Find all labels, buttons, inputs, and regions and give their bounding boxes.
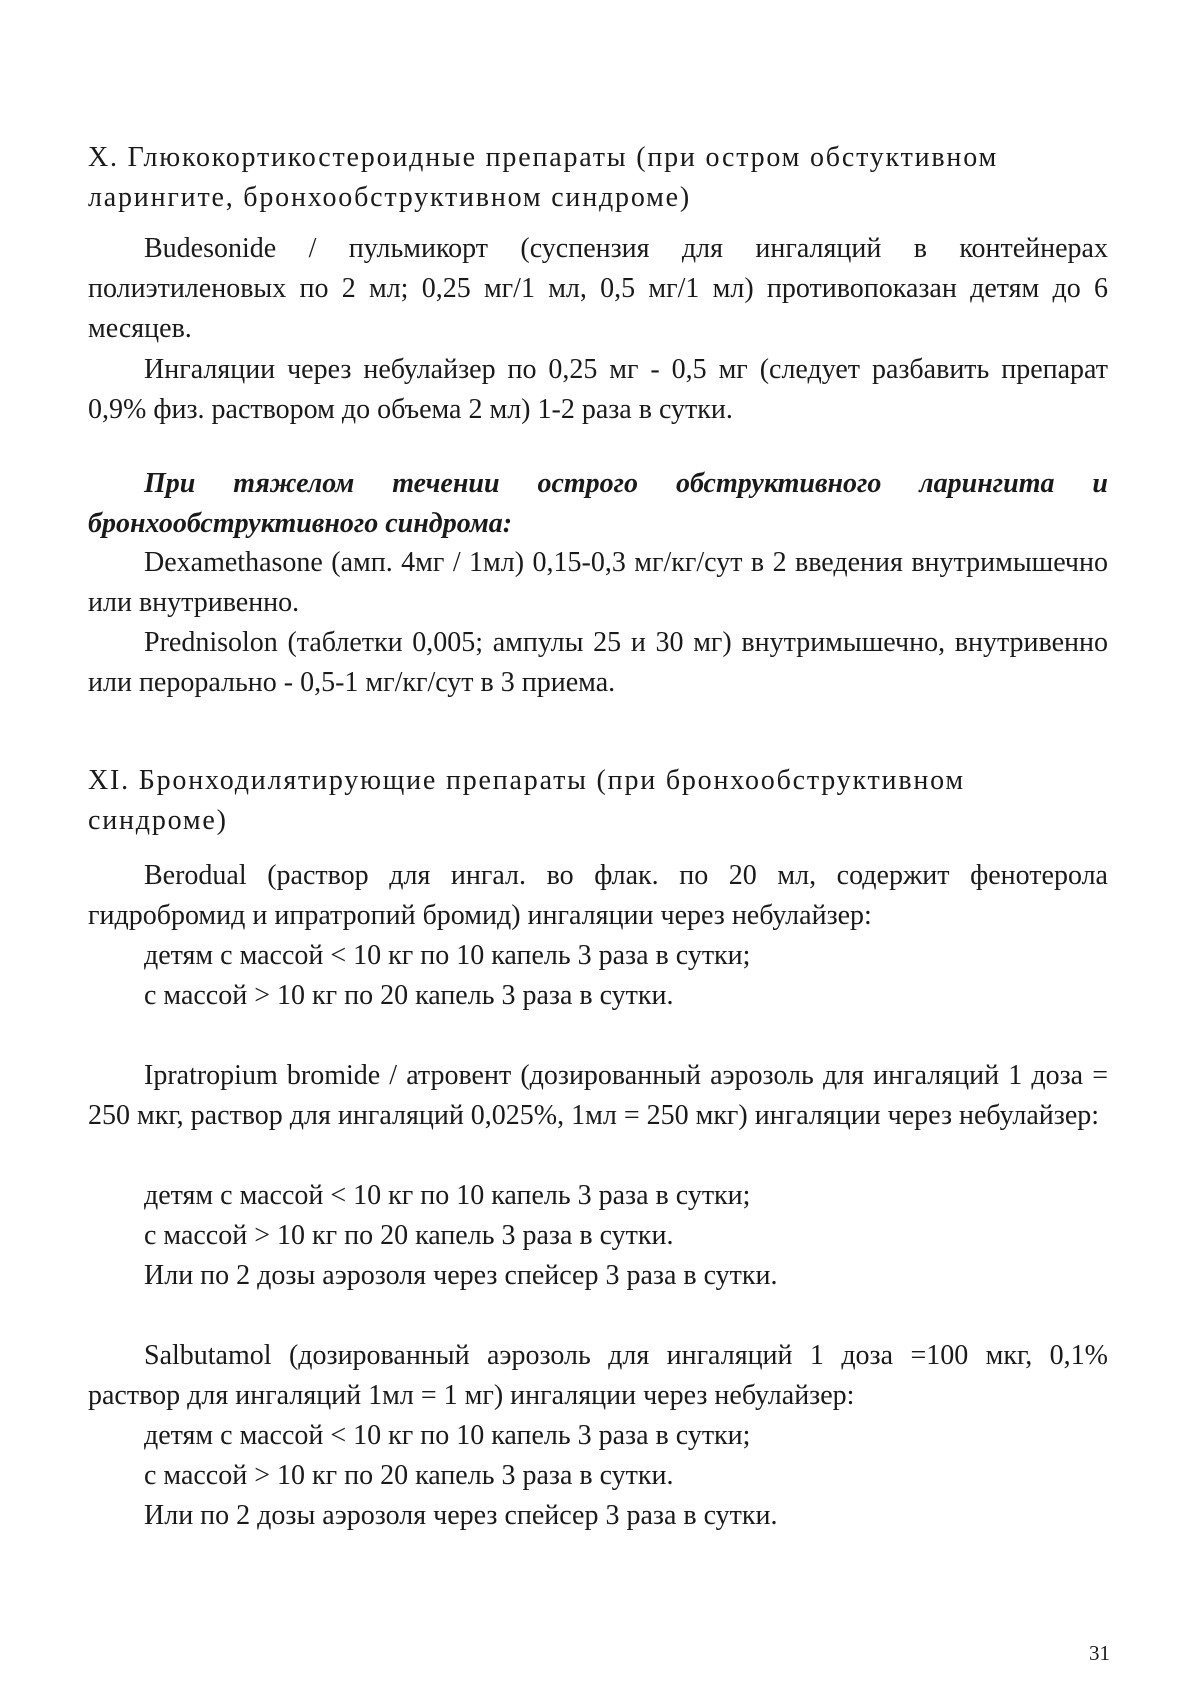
salbutamol-dose-line-2: с массой > 10 кг по 20 капель 3 раза в сутки. — [144, 1460, 674, 1491]
berodual-paragraph: Berodual (раствор для ингал. во флак. по 20 мл, содержит фенотерола гидробромид и ипратропий бромид) ингаляции через небулайзер: — [88, 860, 1108, 931]
prednisolon-paragraph: Prednisolon (таблетки 0,005; ампулы 25 и 30 мг) внутримышечно, внутривенно или перорально - 0,5-1 мг/кг/сут в 3 приема. — [88, 627, 1108, 698]
budesonide-paragraph: Budesonide / пульмикорт (суспензия для ингаляций в контейнерах полиэтиленовых по 2 мл; 0,25 мг/1 мл, 0,5 мг/1 мл) противопоказан детям до 6 месяцев. — [88, 233, 1108, 344]
inhalation-paragraph: Ингаляции через небулайзер по 0,25 мг - 0,5 мг (следует разбавить препарат 0,9% физ. раствором до объема 2 мл) 1-2 раза в сутки. — [88, 354, 1108, 425]
ipratropium-paragraph: Ipratropium bromide / атровент (дозированный аэрозоль для ингаляций 1 доза = 250 мкг, раствор для ингаляций 0,025%, 1мл = 250 мкг) ингаляции через небулайзер: — [88, 1060, 1108, 1131]
salbutamol-dose-line-3: Или по 2 дозы аэрозоля через спейсер 3 раза в сутки. — [144, 1500, 778, 1531]
severe-course-heading: При тяжелом течении острого обструктивного ларингита и бронхообструктивного синдрома: — [88, 468, 1108, 539]
dexamethasone-paragraph: Dexamethasone (амп. 4мг / 1мл) 0,15-0,3 мг/кг/сут в 2 введения внутримышечно или внутривенно. — [88, 547, 1108, 618]
section-x-heading: X. Глюкокортикостероидные препараты (при остром обстуктивном ларингите, бронхообструктивном синдроме) — [88, 142, 998, 213]
page-number: 31 — [1089, 1641, 1110, 1665]
salbutamol-dose-line-1: детям с массой < 10 кг по 10 капель 3 раза в сутки; — [144, 1420, 751, 1451]
ipratropium-dose-line-1: детям с массой < 10 кг по 10 капель 3 раза в сутки; — [144, 1180, 751, 1211]
ipratropium-dose-line-3: Или по 2 дозы аэрозоля через спейсер 3 раза в сутки. — [144, 1260, 778, 1291]
berodual-dose-line-2: с массой > 10 кг по 20 капель 3 раза в сутки. — [144, 980, 674, 1011]
berodual-dose-line-1: детям с массой < 10 кг по 10 капель 3 раза в сутки; — [144, 940, 751, 971]
ipratropium-dose-line-2: с массой > 10 кг по 20 капель 3 раза в сутки. — [144, 1220, 674, 1251]
section-xi-heading: XI. Бронходилятирующие препараты (при бронхообструктивном синдроме) — [88, 765, 965, 836]
salbutamol-paragraph: Salbutamol (дозированный аэрозоль для ингаляций 1 доза =100 мкг, 0,1% раствор для ингаляций 1мл = 1 мг) ингаляции через небулайзер: — [88, 1340, 1108, 1411]
